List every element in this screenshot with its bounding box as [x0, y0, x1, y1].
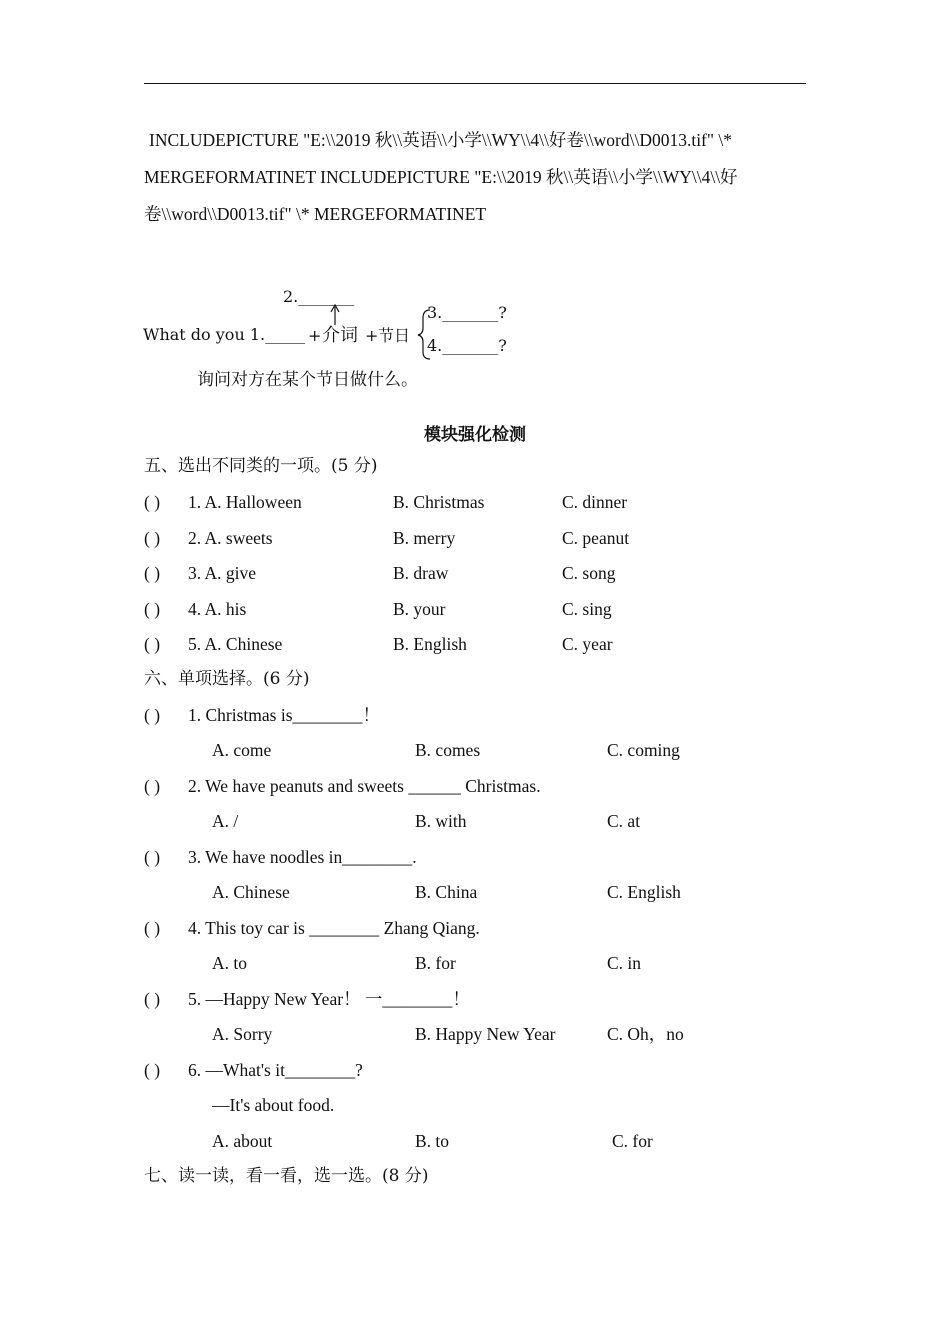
options-row [144, 1130, 806, 1152]
option-a: 3. A. give [188, 563, 257, 583]
festival-label: 节日 [378, 326, 411, 345]
field-code-text [144, 122, 806, 233]
answer-paren[interactable]: ( ) [144, 776, 161, 796]
option-a: A. Sorry [212, 1024, 273, 1044]
odd-one-out-item [144, 598, 806, 620]
header-rule [144, 83, 806, 84]
options-row [144, 881, 806, 903]
option-a: 5. A. Chinese [188, 634, 283, 654]
sentence-pattern-diagram [140, 283, 540, 398]
question-row [144, 917, 806, 939]
dialogue-reply: —It's about food. [212, 1095, 335, 1115]
option-c: C. English [607, 882, 681, 902]
option-b: B. English [393, 634, 467, 654]
odd-one-out-item [144, 527, 806, 549]
plus-sign: + [308, 326, 322, 345]
odd-one-out-item [144, 491, 806, 513]
section-5-heading: 五、选出不同类的一项。(5 分) [144, 456, 378, 476]
option-b: B. China [415, 882, 478, 902]
option-b: B. comes [415, 740, 481, 760]
option-c: C. Oh，no [607, 1024, 684, 1044]
option-a: 1. A. Halloween [188, 492, 302, 512]
blank-3: 3._______? [427, 303, 507, 322]
option-a: 2. A. sweets [188, 528, 273, 548]
question-text: 1. Christmas is________！ [188, 705, 381, 725]
option-c: C. in [607, 953, 642, 973]
section-6-heading: 六、单项选择。(6 分) [144, 669, 310, 689]
option-a: 4. A. his [188, 599, 247, 619]
question-text: 5. —Happy New Year！ 一________！ [188, 989, 470, 1009]
option-c: C. coming [607, 740, 680, 760]
option-c: C. sing [562, 599, 612, 619]
answer-paren[interactable]: ( ) [144, 528, 161, 548]
option-c: C. song [562, 563, 616, 583]
question-text: 6. —What's it________? [188, 1060, 363, 1080]
pattern-prefix: What do you 1._____ [143, 325, 306, 344]
answer-paren[interactable]: ( ) [144, 705, 161, 725]
option-c: C. peanut [562, 528, 630, 548]
diagram-caption: 询问对方在某个节日做什么。 [197, 370, 418, 390]
option-a: A. / [212, 811, 239, 831]
question-text: 2. We have peanuts and sweets ______ Christmas. [188, 776, 541, 796]
options-row [144, 952, 806, 974]
answer-paren[interactable]: ( ) [144, 847, 161, 867]
answer-paren[interactable]: ( ) [144, 918, 161, 938]
option-c: C. dinner [562, 492, 628, 512]
answer-paren[interactable]: ( ) [144, 563, 161, 583]
question-row [144, 775, 806, 797]
field-code-line-2: MERGEFORMATINET INCLUDEPICTURE "E:\\2019 秋\\英语\\小学\\WY\\4\\好 [144, 167, 738, 187]
answer-paren[interactable]: ( ) [144, 1060, 161, 1080]
question-row [144, 1059, 806, 1081]
option-c: C. for [612, 1131, 653, 1151]
option-b: B. to [415, 1131, 450, 1151]
option-b: B. Happy New Year [415, 1024, 556, 1044]
option-b: B. your [393, 599, 446, 619]
option-a: A. about [212, 1131, 273, 1151]
blank-4: 4._______? [427, 336, 507, 355]
question-row [144, 988, 806, 1010]
blank-2: 2._______ [283, 287, 355, 306]
option-c: C. at [607, 811, 641, 831]
section-7-heading: 七、读一读，看一看，选一选。(8 分) [144, 1166, 429, 1186]
option-a: A. to [212, 953, 247, 973]
option-b: B. merry [393, 528, 456, 548]
options-row [144, 739, 806, 761]
preposition-label: 介词 [322, 325, 358, 346]
options-row [144, 1023, 806, 1045]
question-row [144, 704, 806, 726]
field-code-line-3: 卷\\word\\D0013.tif" \* MERGEFORMATINET [144, 204, 487, 224]
option-b: B. for [415, 953, 456, 973]
option-a: A. come [212, 740, 272, 760]
option-a: A. Chinese [212, 882, 290, 902]
answer-paren[interactable]: ( ) [144, 634, 161, 654]
option-b: B. Christmas [393, 492, 485, 512]
question-text: 3. We have noodles in________. [188, 847, 417, 867]
odd-one-out-item [144, 562, 806, 584]
odd-one-out-item [144, 633, 806, 655]
module-title: 模块强化检测 [424, 425, 526, 445]
answer-line [144, 1094, 806, 1116]
field-code-line-1: INCLUDEPICTURE "E:\\2019 秋\\英语\\小学\\WY\\4\\好卷\\word\\D0013.tif" \* [149, 130, 733, 150]
option-b: B. with [415, 811, 467, 831]
option-b: B. draw [393, 563, 449, 583]
question-row [144, 846, 806, 868]
answer-paren[interactable]: ( ) [144, 492, 161, 512]
answer-paren[interactable]: ( ) [144, 599, 161, 619]
plus-sign: + [365, 326, 379, 345]
answer-paren[interactable]: ( ) [144, 989, 161, 1009]
options-row [144, 810, 806, 832]
option-c: C. year [562, 634, 613, 654]
question-text: 4. This toy car is ________ Zhang Qiang. [188, 918, 480, 938]
